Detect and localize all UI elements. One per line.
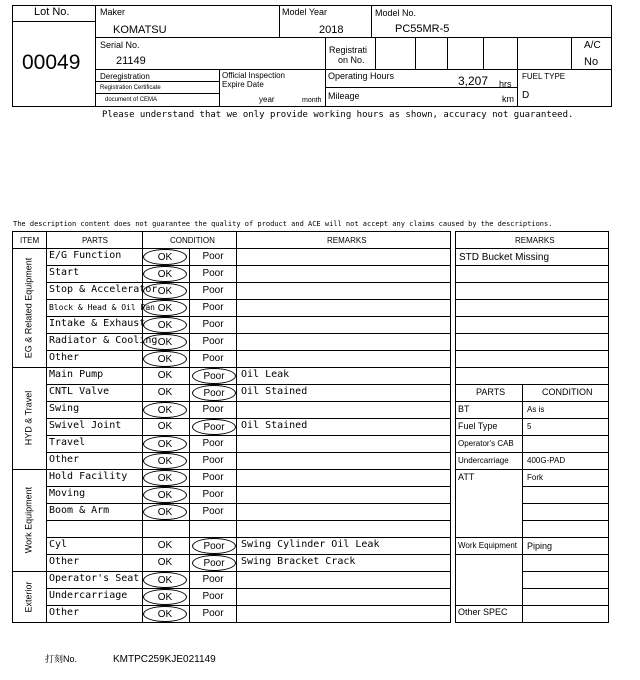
spec-undercarriage-label: Undercarriage <box>458 456 509 465</box>
condition-ok-option[interactable]: OK <box>143 249 187 265</box>
part-label: Block & Head & Oil Pan <box>49 303 155 312</box>
part-label: CNTL Valve <box>49 386 110 397</box>
condition-ok-option[interactable]: OK <box>157 386 173 398</box>
remark-text: Oil Stained <box>241 420 308 431</box>
condition-poor-option[interactable]: Poor <box>202 403 224 415</box>
condition-ok-option[interactable]: OK <box>143 606 187 622</box>
stamp-number-label: 打刻No. <box>45 654 78 664</box>
condition-poor-option[interactable]: Poor <box>202 505 224 517</box>
model-year-label: Model Year <box>282 7 328 17</box>
condition-poor-option[interactable]: Poor <box>202 301 224 313</box>
remark-text: Swing Cylinder Oil Leak <box>241 539 380 550</box>
condition-poor-option[interactable]: Poor <box>192 385 236 401</box>
condition-poor-option[interactable]: Poor <box>202 352 224 364</box>
model-year-value: 2018 <box>319 24 344 36</box>
ac-value: No <box>584 56 599 68</box>
fuel-type-label: FUEL TYPE <box>522 72 566 81</box>
operating-hours-value: 3,207 <box>458 74 489 88</box>
part-label: Moving <box>49 488 86 499</box>
disclaimer-text: The description content does not guarantee the quality of product and ACE will not accept any claims caused by the descriptions. <box>13 220 553 228</box>
condition-ok-option[interactable]: OK <box>143 487 187 503</box>
condition-ok-option[interactable]: OK <box>143 470 187 486</box>
remark-text: Swing Bracket Crack <box>241 556 356 567</box>
model-no-value: PC55MR-5 <box>395 23 450 35</box>
hours-notice: Please understand that we only provide working hours as shown, accuracy not guaranteed. <box>102 110 574 120</box>
spec-fuel-type-value: 5 <box>527 422 532 431</box>
condition-poor-option[interactable]: Poor <box>192 555 236 571</box>
deregistration-sub-1: Registration Certificate <box>100 85 161 91</box>
part-label: Travel <box>49 437 86 448</box>
condition-poor-option[interactable]: Poor <box>202 267 224 279</box>
spec-att-value: Fork <box>527 473 543 482</box>
condition-ok-option[interactable]: OK <box>157 556 173 568</box>
part-label: Swing <box>49 403 80 414</box>
condition-poor-option[interactable]: Poor <box>202 454 224 466</box>
right-remarks-line-1: STD Bucket Missing <box>459 252 550 263</box>
deregistration-label: Deregistration <box>100 72 150 81</box>
group-label-eg: EG & Related Equipment <box>23 257 34 359</box>
condition-poor-option[interactable]: Poor <box>192 538 236 554</box>
part-label: Intake & Exhaust <box>49 318 146 329</box>
condition-ok-option[interactable]: OK <box>143 436 187 452</box>
condition-ok-option[interactable]: OK <box>157 539 173 551</box>
right-remarks-header: REMARKS <box>515 236 555 245</box>
part-label: Other <box>49 352 80 363</box>
remark-text: Oil Stained <box>241 386 308 397</box>
condition-poor-option[interactable]: Poor <box>202 250 224 262</box>
condition-poor-option[interactable]: Poor <box>202 318 224 330</box>
inspection-label-2: Expire Date <box>222 80 264 89</box>
condition-poor-option[interactable]: Poor <box>202 590 224 602</box>
condition-poor-option[interactable]: Poor <box>202 335 224 347</box>
condition-ok-option[interactable]: OK <box>143 283 187 299</box>
condition-ok-option[interactable]: OK <box>143 402 187 418</box>
lot-label: Lot No. <box>34 6 70 18</box>
spec-other-label: Other SPEC <box>458 607 508 617</box>
month-label: month <box>302 97 322 104</box>
part-label: Other <box>49 556 80 567</box>
part-label: Other <box>49 607 80 618</box>
km-unit: km <box>502 94 514 104</box>
condition-ok-option[interactable]: OK <box>157 420 173 432</box>
spec-work-equipment-value: Piping <box>527 541 553 551</box>
fuel-type-value: D <box>522 90 530 101</box>
part-label: Hold Facility <box>49 471 128 482</box>
part-label: Main Pump <box>49 369 104 380</box>
condition-ok-option[interactable]: OK <box>143 334 187 350</box>
lot-number: 00049 <box>22 51 81 74</box>
col-remarks-header: REMARKS <box>327 236 367 245</box>
serial-value: 21149 <box>116 55 146 67</box>
condition-poor-option[interactable]: Poor <box>202 488 224 500</box>
stamp-number-value: KMTPC259KJE021149 <box>113 654 216 665</box>
right-parts-header: PARTS <box>476 387 506 397</box>
group-label-work: Work Equipment <box>23 486 34 554</box>
inspection-label-1: Official Inspection <box>222 71 285 80</box>
condition-poor-option[interactable]: Poor <box>202 471 224 483</box>
year-label: year <box>259 95 275 104</box>
part-label: E/G Function <box>49 250 122 261</box>
spec-bt-value: As is <box>527 405 545 414</box>
hrs-unit: hrs <box>499 79 512 89</box>
part-label: Radiator & Cooling <box>49 335 158 346</box>
group-label-hyd: HYD & Travel <box>23 390 34 446</box>
spec-work-equipment-label: Work Equipment <box>458 541 517 550</box>
condition-poor-option[interactable]: Poor <box>202 284 224 296</box>
col-parts-header: PARTS <box>82 236 108 245</box>
spec-cab-label: Operator's CAB <box>458 439 514 448</box>
spec-undercarriage-value: 400G-PAD <box>527 456 566 465</box>
right-condition-header: CONDITION <box>542 387 593 397</box>
condition-ok-option[interactable]: OK <box>143 572 187 588</box>
spec-bt-label: BT <box>458 404 470 414</box>
condition-poor-option[interactable]: Poor <box>202 573 224 585</box>
model-no-label: Model No. <box>375 8 417 18</box>
condition-ok-option[interactable]: OK <box>143 300 187 316</box>
serial-label: Serial No. <box>100 40 140 50</box>
group-label-exterior: Exterior <box>23 581 34 613</box>
registration-label-1: Registrati <box>329 45 368 55</box>
part-label: Start <box>49 267 80 278</box>
maker-value: KOMATSU <box>113 24 167 36</box>
condition-ok-option[interactable]: OK <box>143 589 187 605</box>
condition-poor-option[interactable]: Poor <box>192 368 236 384</box>
ac-label: A/C <box>584 40 601 51</box>
part-label: Cyl <box>49 539 68 550</box>
condition-poor-option[interactable]: Poor <box>192 419 236 435</box>
condition-ok-option[interactable]: OK <box>143 504 187 520</box>
condition-ok-option[interactable]: OK <box>143 317 187 333</box>
condition-poor-option[interactable]: Poor <box>202 437 224 449</box>
condition-poor-option[interactable]: Poor <box>202 607 224 619</box>
condition-ok-option[interactable]: OK <box>143 453 187 469</box>
condition-ok-option[interactable]: OK <box>157 369 173 381</box>
part-label: Operator's Seat <box>49 573 140 584</box>
part-label: Swivel Joint <box>49 420 122 431</box>
condition-ok-option[interactable]: OK <box>143 351 187 367</box>
col-item-header: ITEM <box>20 236 40 245</box>
registration-label-2: on No. <box>338 55 365 65</box>
col-condition-header: CONDITION <box>170 236 215 245</box>
operating-hours-label: Operating Hours <box>328 71 395 81</box>
remark-text: Oil Leak <box>241 369 290 380</box>
maker-label: Maker <box>100 7 126 17</box>
mileage-label: Mileage <box>328 91 360 101</box>
part-label: Undercarriage <box>49 590 128 601</box>
deregistration-sub-2: document of CEMA <box>105 97 158 103</box>
part-label: Other <box>49 454 80 465</box>
spec-att-label: ATT <box>458 472 475 482</box>
spec-fuel-type-label: Fuel Type <box>458 421 498 431</box>
part-label: Boom & Arm <box>49 505 110 516</box>
condition-ok-option[interactable]: OK <box>143 266 187 282</box>
part-label: Stop & Accelerator <box>49 284 158 295</box>
